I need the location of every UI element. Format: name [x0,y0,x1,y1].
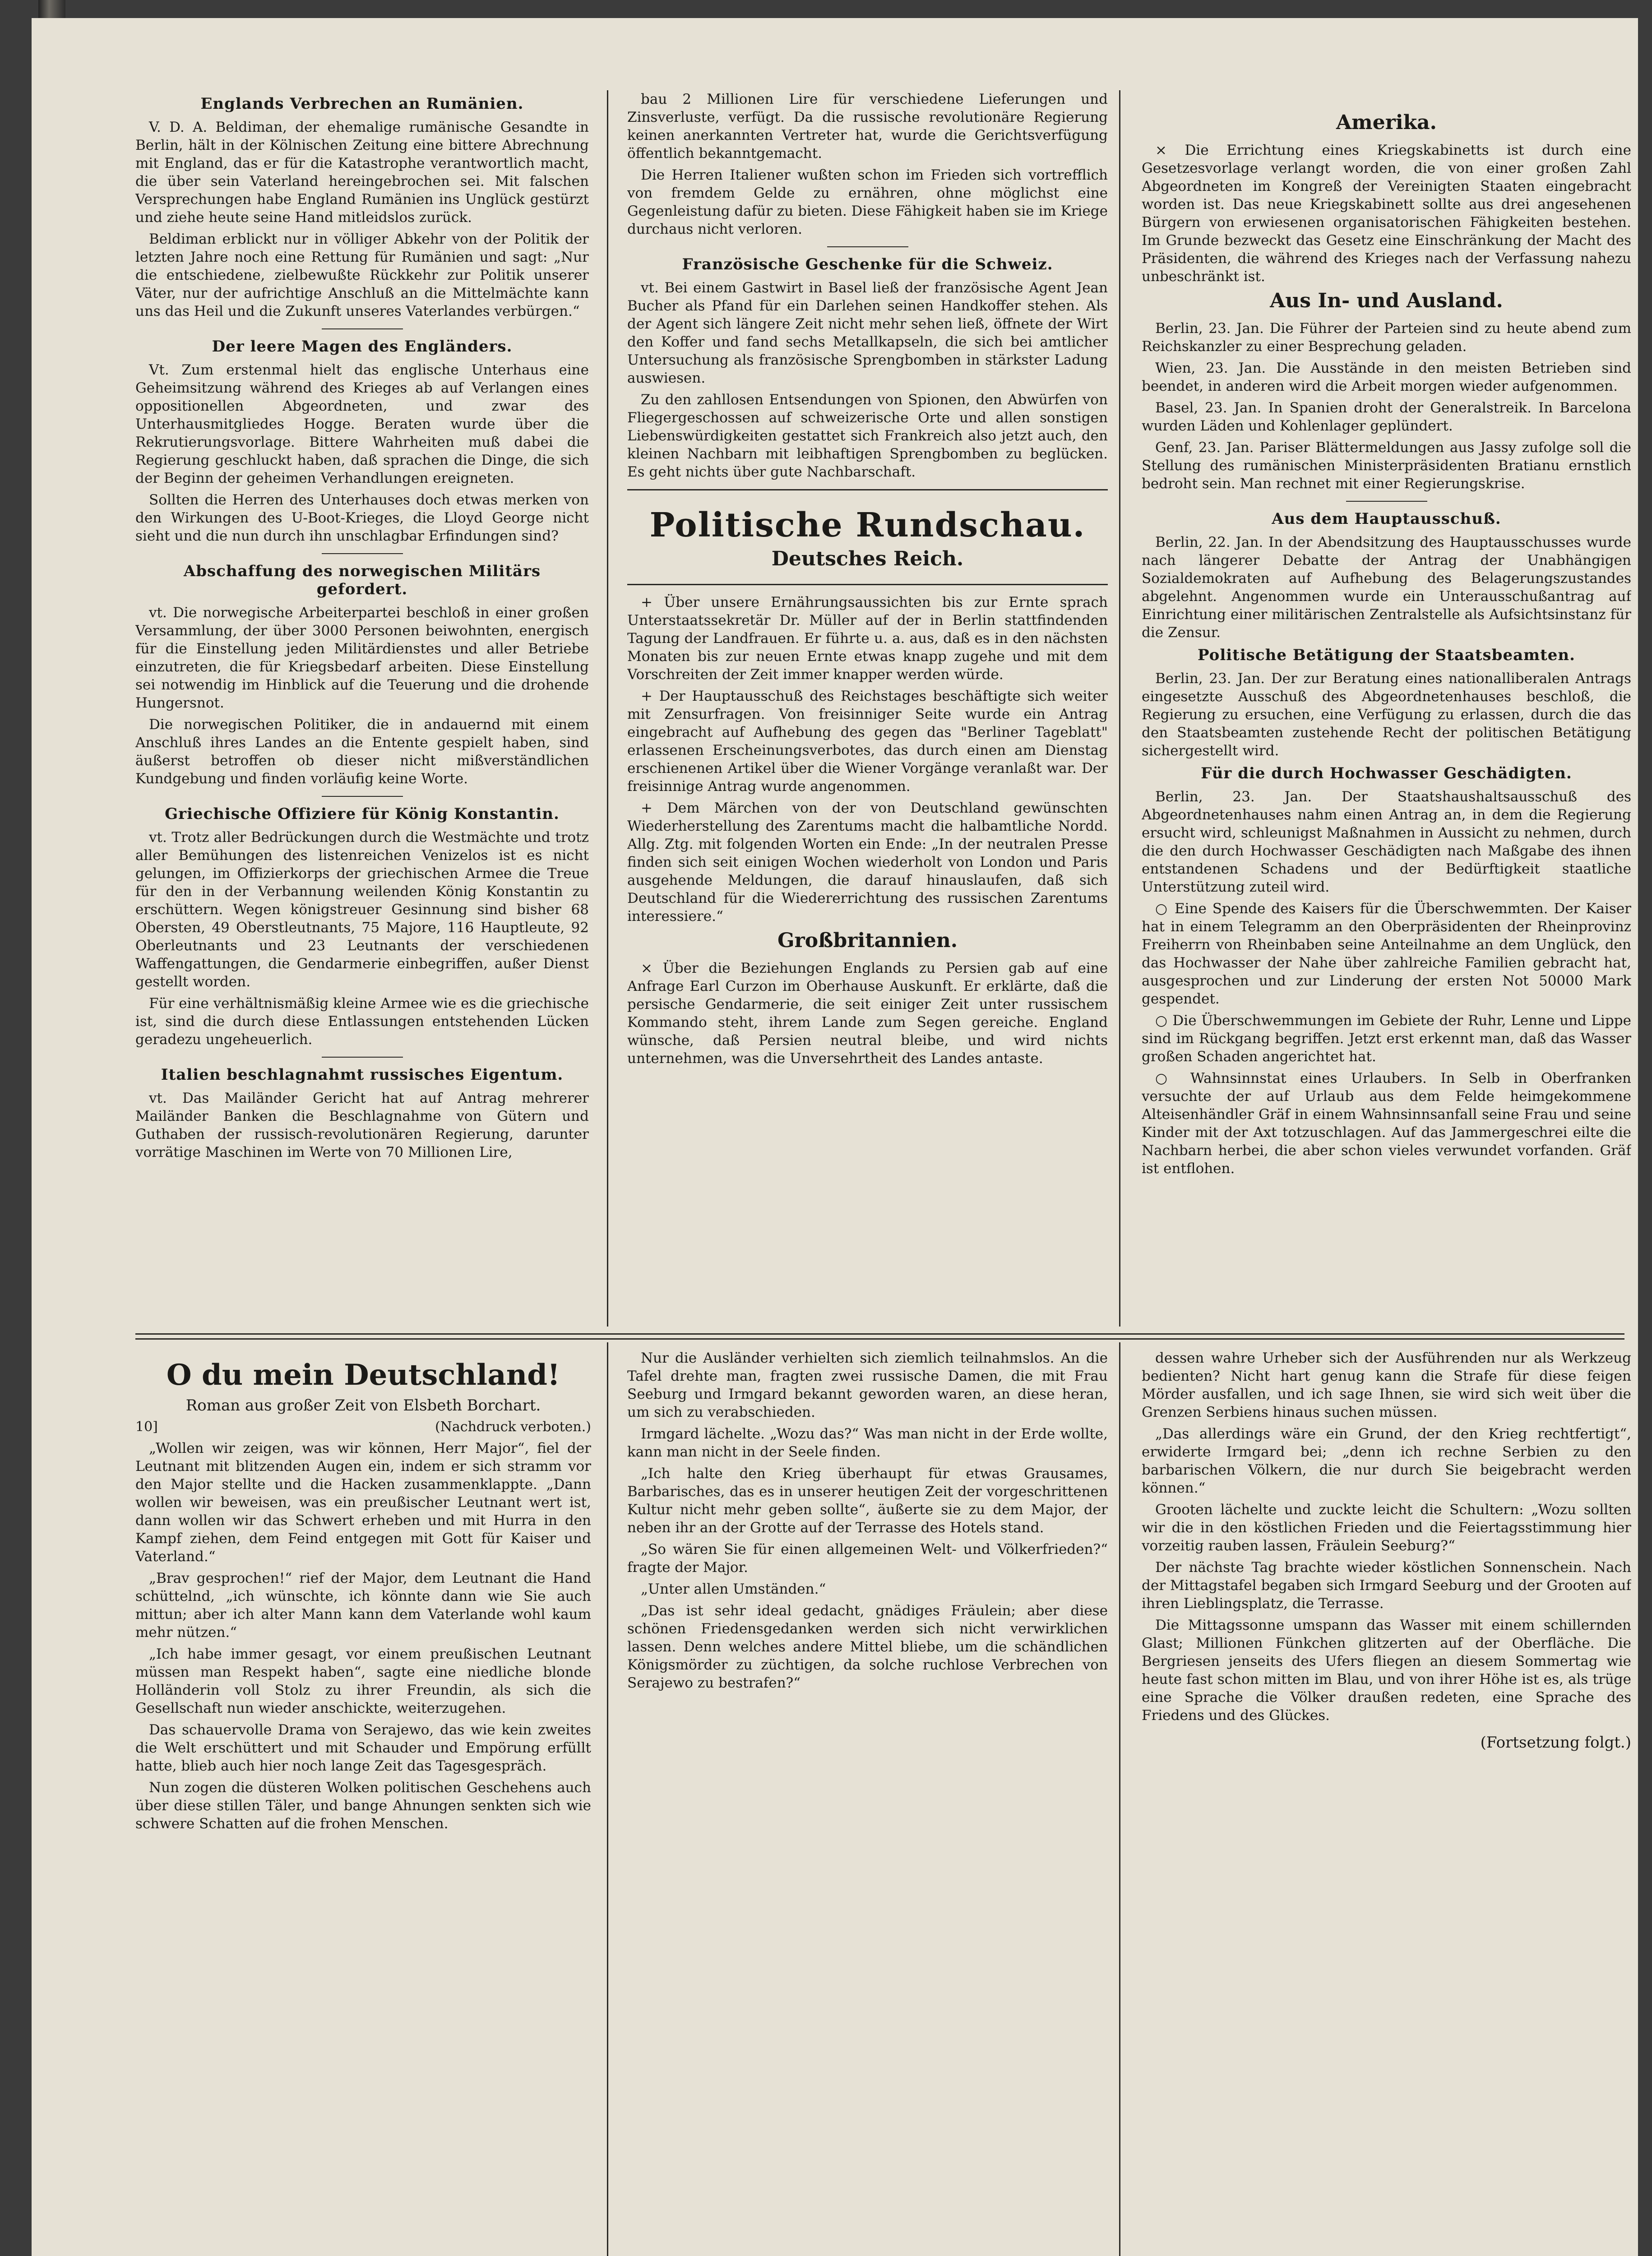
column-rule [1119,1342,1120,2256]
paragraph: + Dem Märchen von der von Deutschland gewünschten Wiederherstellung des Zarentums macht die halbamtliche Nordd. Allg. Ztg. mit folgenden Worten ein Ende: „In der neutralen Presse finden sich seit einigen Wochen wiederholt von London und Paris ausgehende Meldungen, die darauf hinauslaufen, daß sich Deutschland für die Wiedererrichtung des russischen Zarentums interessiere.“ [627,800,1108,925]
paragraph: Irmgard lächelte. „Wozu das?“ Was man nicht in der Erde wollte, kann man nicht in der Seele finden. [627,1426,1108,1460]
separator [322,553,403,554]
column-rule [607,90,608,1327]
article-heading: Französische Geschenke für die Schweiz. [682,255,1053,273]
paragraph: bau 2 Millionen Lire für verschiedene Lieferungen und Zinsverluste, verfügt. Da die russische revolutionäre Regierung keinen anerkannten Vertreter hat, wurde die Gerichtsverfügung öffentlich bekanntgemacht. [627,91,1108,162]
paragraph: Wien, 23. Jan. Die Ausstände in den meisten Betrieben sind beendet, in anderen wird die Arbeit morgen wieder aufgenommen. [1142,360,1631,394]
paragraph: vt. Bei einem Gastwirt in Basel ließ der französische Agent Jean Bucher als Pfand für ein Darlehen seinen Handkoffer stehen. Als der Agent sich längere Zeit nicht mehr sehen ließ, öffnete der Wirt den Koffer und fand sechs Metallkapseln, die sich bei amtlicher Untersuchung als französische Sprengbomben in stärkster Ladung auswiesen. [627,280,1108,386]
paragraph: vt. Die norwegische Arbeiterpartei beschloß in einer großen Versammlung, der über 3000 Personen beiwohnten, energisch für die Einstellung jeden Militärdienstes und aller Betriebe einzutreten, die für Kriegsbedarf arbeiten. Diese Einstellung sei notwendig im Hinblick auf die Teuerung und die drohende Hungersnot. [135,605,589,711]
separator [322,328,403,329]
paragraph: Nur die Ausländer verhielten sich ziemlich teilnahmslos. An die Tafel drehte man, fragten zwei russische Damen, die mit Frau Seeburg und Irmgard bekannt geworden waren, an diese heran, um sich zu verabschieden. [627,1350,1108,1420]
section-subhead: Aus In- und Ausland. [1270,289,1503,312]
article-heading: Griechische Offiziere für König Konstantin. [165,805,560,823]
paragraph: „Ich halte den Krieg überhaupt für etwas Grausames, Barbarisches, das es in unserer heutigen Zeit der vorgeschrittenen Kultur nicht mehr geben sollte“, äußerte sie zu dem Major, der neben ihr an der Grotte auf der Terrasse des Hotels stand. [627,1465,1108,1536]
paragraph: Für eine verhältnismäßig kleine Armee wie es die griechische ist, sind die durch diese Entlassungen entstehenden Lücken geradezu ungeheuerlich. [135,995,589,1048]
paragraph: „Wollen wir zeigen, was wir können, Herr Major“, fiel der Leutnant mit blitzenden Augen ein, indem er sich stramm vor den Major stellte und die Hacken zusammenklappte. „Dann wollen wir beweisen, was ein preußischer Leutnant wert ist, dann wollen wir das Schwert erheben und mit Hurra in den Kampf ziehen, dem Feind entgegen mit Gott für Kaiser und Vaterland.“ [135,1440,591,1565]
feuilleton-column-2 [627,1349,1108,2256]
paragraph: Sollten die Herren des Unterhauses doch etwas merken von den Wirkungen des U-Boot-Krieges, die Lloyd George nicht sieht und die nun durch ihn unschlagbar Erfindungen sind? [135,492,589,544]
paragraph: Berlin, 23. Jan. Die Führer der Parteien sind zu heute abend zum Reichskanzler zu einer Besprechung geladen. [1142,320,1631,355]
paragraph: Das schauervolle Drama von Serajewo, das wie kein zweites die Welt erschüttert und mit Schauder und Empörung erfüllt hatte, blieb auch hier noch lange Zeit das Tagesgespräch. [135,1722,591,1774]
headline-box [627,489,1108,585]
section-subhead: Deutsches Reich. [771,547,964,570]
paragraph: + Der Hauptausschuß des Reichstages beschäftigte sich weiter mit Zensurfragen. Von freisinniger Seite wurde ein Antrag eingebracht auf Aufhebung des gegen das "Berliner Tageblatt" erlassenen Erscheinungsverbotes, das durch einen am Dienstag erschienenen Artikel über die Wiener Vorgänge veranlaßt war. Der freisinnige Antrag wurde angenommen. [627,688,1108,795]
feuilleton-rule [135,1333,1624,1340]
paragraph: „Das ist sehr ideal gedacht, gnädiges Fräulein; aber diese schönen Friedensgedanken werden sich nicht verwirklichen lassen. Denn welches andere Mittel bliebe, um die schändlichen Königsmörder zu züchtigen, da solche ruchlose Verbrechen von Serajewo zu bestrafen?“ [627,1603,1108,1691]
column-rule [607,1342,608,2256]
paragraph: × Über die Beziehungen Englands zu Persien gab auf eine Anfrage Earl Curzon im Oberhause Auskunft. Er erklärte, daß die persische Gendarmerie, die seit einiger Zeit unter russischem Kommando steht, ihrem Lande zum Segen gereiche. England wünsche, daß Persien neutral bleibe, und wird nichts unternehmen, was die Unversehrtheit des Landes antaste. [627,960,1108,1067]
paragraph: Die Herren Italiener wußten schon im Frieden sich vortrefflich von fremdem Gelde zu ernähren, ohne möglichst eine Gegenleistung dafür zu bieten. Diese Fähigkeit haben sie im Kriege durchaus nicht verloren. [627,167,1108,237]
novel-meta [135,1419,591,1435]
paragraph: Nun zogen die düsteren Wolken politischen Geschehens auch über diese stillen Täler, und bange Ahnungen senkten sich wie schwere Schatten auf die frohen Menschen. [135,1780,591,1832]
article-heading: Italien beschlagnahmt russisches Eigentum. [161,1066,564,1084]
paragraph: Berlin, 22. Jan. In der Abendsitzung des Hauptausschusses wurde nach längerer Debatte der Antrag der Unabhängigen Sozialdemokraten auf Aufhebung des Belagerungszustandes abgelehnt. Angenommen wurde ein Unterausschußantrag auf Einrichtung einer militärischen Zentralstelle als Aufsichtsinstanz für die Zensur. [1142,534,1631,641]
paragraph: Die Mittagssonne umspann das Wasser mit einem schillernden Glast; Millionen Fünkchen glitzerten auf der Oberfläche. Die Bergriesen jenseits des Ufers fliegen an diesem Sommertag wie heute fast schon mitten im Blau, und von ihrer Höhe ist es, als trüge eine Sprache die Völker draußen redeten, eine Sprache des Friedens und des Glückes. [1142,1617,1631,1724]
section-subhead: Amerika. [1336,111,1437,134]
paragraph: Die norwegischen Politiker, die in andauernd mit einem Anschluß ihres Landes an die Entente gespielt haben, sind äußerst betroffen ob dieser nicht mißverständlichen Kundgebung und finden vorläufig keine Worte. [135,717,589,787]
reprint-notice: (Nachdruck verboten.) [435,1419,591,1435]
column-2 [627,90,1108,1331]
separator [827,246,908,247]
article-heading: Der leere Magen des Engländers. [212,337,513,356]
feuilleton-column-1 [135,1349,591,2256]
paragraph: Berlin, 23. Jan. Der zur Beratung eines nationalliberalen Antrags eingesetzte Ausschuß des Abgeordnetenhauses beschloß, die Regierung zu ersuchen, eine Verfügung zu erlassen, durch die das den Staatsbeamten zustehende Recht der politischen Betätigung sichergestellt wird. [1142,670,1631,759]
paragraph: V. D. A. Beldiman, der ehemalige rumänische Gesandte in Berlin, hält in der Kölnischen Zeitung eine bittere Abrechnung mit England, das er für die Katastrophe verantwortlich macht, die über sein Vaterland hereingebrochen sei. Mit falschen Versprechungen habe England Rumänien ins Unglück gestürzt und ziehe heute seine Hand mitleidslos zurück. [135,119,589,226]
section-subhead: Großbritannien. [777,929,958,952]
paragraph: Grooten lächelte und zuckte leicht die Schultern: „Wozu sollten wir die in den köstlichen Frieden und die Feiertagsstimmung hier vorzeitig rauben lassen, Fräulein Seeburg?“ [1142,1502,1631,1554]
paragraph: „Das allerdings wäre ein Grund, der den Krieg rechtfertigt“, erwiderte Irmgard bei; „denn ich rechne Serbien zu den barbarischen Völkern, die nur durch Sie beigebracht werden können.“ [1142,1426,1631,1496]
paragraph: ○ Die Überschwemmungen im Gebiete der Ruhr, Lenne und Lippe sind im Rückgang begriffen. Jetzt erst erkennt man, daß das Wasser großen Schaden angerichtet hat. [1142,1012,1631,1065]
paragraph: Basel, 23. Jan. In Spanien droht der Generalstreik. In Barcelona wurden Läden und Kohlenlager geplündert. [1142,400,1631,434]
separator [1346,501,1427,502]
paragraph: „So wären Sie für einen allgemeinen Welt- und Völkerfrieden?“ fragte der Major. [627,1541,1108,1576]
paragraph: Genf, 23. Jan. Pariser Blättermeldungen aus Jassy zufolge soll die Stellung des rumänischen Ministerpräsidenten Bratianu ernstlich bedroht sein. Man rechnet mit einer Regierungskrise. [1142,439,1631,492]
chapter-number: 10] [135,1419,158,1435]
paragraph: vt. Das Mailänder Gericht hat auf Antrag mehrerer Mailänder Banken die Beschlagnahme von Gütern und Guthaben der russisch-revolutionären Regierung, darunter vorrätige Maschinen im Werte von 70 Millionen Lire, [135,1090,589,1160]
column-rule [1119,90,1120,1327]
paragraph: „Brav gesprochen!“ rief der Major, dem Leutnant die Hand schüttelnd, „ich wünschte, ich könnte dann wie Sie auch mittun; aber ich alter Mann kann dem Vaterlande wohl kaum mehr nützen.“ [135,1570,591,1641]
novel-title: O du mein Deutschland! [166,1358,560,1392]
article-heading: Englands Verbrechen an Rumänien. [200,95,524,113]
paragraph: „Unter allen Umständen.“ [641,1581,826,1597]
paragraph: ○ Wahnsinnstat eines Urlaubers. In Selb in Oberfranken versuchte der auf Urlaub aus dem Felde heimgekommene Alteisenhändler Gräf in einem Wahnsinnsanfall seine Frau und seine Kinder mit der Axt totzuschlagen. Auf das Jammergeschrei eilte die Nachbarn herbei, die aber schon vieles verwundet vorfanden. Gräf ist entflohen. [1142,1070,1631,1177]
feuilleton-column-3 [1142,1349,1631,2256]
article-heading: Aus dem Hauptausschuß. [1272,510,1501,528]
separator [322,1057,403,1058]
column-1 [135,90,589,1331]
paragraph: Vt. Zum erstenmal hielt das englische Unterhaus eine Geheimsitzung während des Krieges ab auf Verlangen eines oppositionellen Abgeordneten, und zwar des Unterhausmitgliedes Hogge. Beraten wurde über die Rekrutierungsvorlage. Bittere Wahrheiten muß dabei die Regierung geschluckt haben, daß sprachen die Dinge, die sich der Beginn der geheimen Verhandlungen ereigneten. [135,362,589,486]
paragraph: Zu den zahllosen Entsendungen von Spionen, den Abwürfen von Fliegergeschossen auf schweizerische Orte und allen sonstigen Liebenswürdigkeiten gestattet sich Frankreich also jetzt auch, den kleinen Nachbarn mit leibhaftigen Sprengbomben zu beglücken. Es geht nichts über gute Nachbarschaft. [627,392,1108,480]
paragraph: ○ Eine Spende des Kaisers für die Überschwemmten. Der Kaiser hat in einem Telegramm an den Oberpräsidenten der Rheinprovinz Freiherrn von Rheinbaben seine Anteilnahme an dem Unglück, den das Hochwasser der Nahe über zahlreiche Familien gebracht hat, ausgesprochen und zur Linderung der ersten Not 50000 Mark gespendet. [1142,901,1631,1007]
article-heading: Abschaffung des norwegischen Militärs gefordert. [183,562,541,598]
paragraph: × Die Errichtung eines Kriegskabinetts ist durch eine Gesetzesvorlage verlangt worden, die von einer großen Zahl Abgeordneten im Kongreß der Vereinigten Staaten eingebracht worden ist. Das neue Kriegskabinett sollte aus drei angesehenen Bürgern von erwiesenen organisatorischen Fähigkeiten bestehen. Im Grunde bezweckt das Gesetz eine Einschränkung der Macht des Präsidenten, die während des Krieges nach der Verfassung nahezu unbeschränkt ist. [1142,142,1631,285]
paragraph: + Über unsere Ernährungsaussichten bis zur Ernte sprach Unterstaatssekretär Dr. Müller auf der in Berlin stattfindenden Tagung der Landfrauen. Er führte u. a. aus, daß es in den nächsten Monaten bis zur neuen Ernte etwas knapp zugehe und mit dem Vorschreiten der Zeit immer knapper werden würde. [627,594,1108,683]
paragraph: Beldiman erblickt nur in völliger Abkehr von der Politik der letzten Jahre noch eine Rettung für Rumänien und sagt: „Nur die entschiedene, zielbewußte Rückkehr zur Politik unserer Väter, nur der aufrichtige Anschluß an die Mittelmächte kann uns das Heil und die Zukunft unseres Vaterlandes verbürgen.“ [135,231,589,319]
article-heading: Politische Betätigung der Staatsbeamten. [1198,646,1575,664]
paragraph: „Ich habe immer gesagt, vor einem preußischen Leutnant müssen man Respekt haben“, sagte eine niedliche blonde Holländerin voll Stolz zu ihrer Freundin, als sich die Gesellschaft nun wieder anschickte, weiterzugehen. [135,1646,591,1716]
section-headline: Politische Rundschau. [649,506,1086,545]
continuation-note: (Fortsetzung folgt.) [1480,1734,1631,1752]
paragraph: dessen wahre Urheber sich der Ausführenden nur als Werkzeug bedienten? Nicht hart genug kann die Strafe für diese feigen Mörder ausfallen, und ich sage Ihnen, sie wird sich weit über die Grenzen Serbiens hinaus suchen müssen. [1142,1350,1631,1420]
paragraph: Berlin, 23. Jan. Der Staatshaushaltsausschuß des Abgeordnetenhauses nahm einen Antrag an, in dem die Regierung ersucht wird, schleunigst Maßnahmen in Aussicht zu nehmen, durch die den durch Hochwasser Geschädigten nach Maßgabe des ihnen entstandenen Schadens und der Bedürftigkeit staatliche Unterstützung zuteil wird. [1142,789,1631,895]
column-3 [1142,108,1631,1327]
paragraph: vt. Trotz aller Bedrückungen durch die Westmächte und trotz aller Bemühungen des listenreichen Venizelos ist es nicht gelungen, im Offizierkorps der griechischen Armee die Treue für den in der Verbannung weilenden König Konstantin zu erschüttern. Wegen königstreuer Gesinnung sind bisher 68 Obersten, 49 Oberstleutnants, 75 Majore, 116 Hauptleute, 92 Oberleutnants und 23 Leutnants der verschiedenen Waffengattungen, die Gendarmerie einbegriffen, außer Dienst gestellt worden. [135,829,589,990]
article-heading: Für die durch Hochwasser Geschädigten. [1201,764,1572,782]
paragraph: Der nächste Tag brachte wieder köstlichen Sonnenschein. Nach der Mittagstafel begaben sich Irmgard Seeburg und der Grooten auf ihren Lieblingsplatz, die Terrasse. [1142,1559,1631,1612]
separator [322,796,403,797]
novel-subtitle: Roman aus großer Zeit von Elsbeth Borchart. [185,1396,541,1415]
